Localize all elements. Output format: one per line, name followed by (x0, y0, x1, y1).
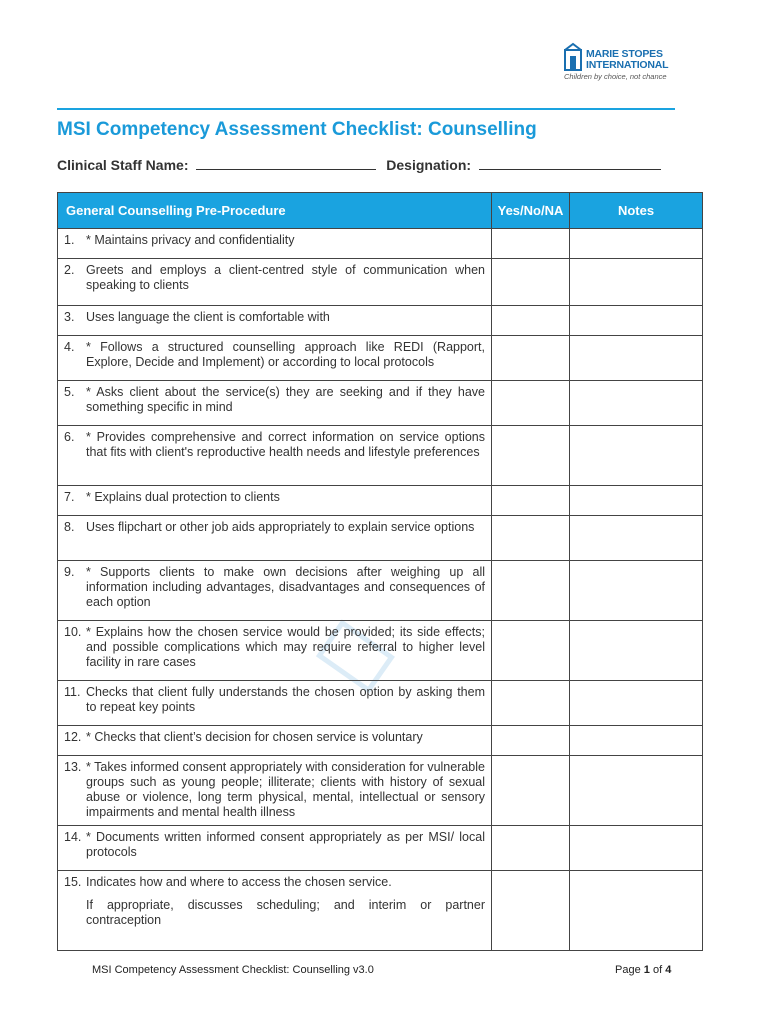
item-number: 1. (64, 233, 75, 247)
item-text: * Documents written informed consent appropriately as per MSI/ local protocols (86, 830, 485, 859)
table-row (58, 871, 703, 951)
checklist-item (58, 826, 492, 871)
item-text: * Maintains privacy and confidentiality (86, 233, 295, 247)
table-row (58, 229, 703, 259)
notes-cell[interactable] (570, 826, 703, 871)
brand-logo (564, 42, 672, 82)
table-row (58, 726, 703, 756)
staff-name-label: Clinical Staff Name: (57, 157, 189, 173)
yes-no-na-cell[interactable] (492, 426, 570, 486)
checklist-item (58, 561, 492, 621)
item-text: * Takes informed consent appropriately with consideration for vulnerable groups such as young people; illiterate; clients with history of sexual abuse or violence, long term physical, mental, intellectual or sensory impairments and mental health illness (86, 760, 485, 819)
item-number: 8. (64, 520, 75, 534)
table-row (58, 826, 703, 871)
item-text: Uses language the client is comfortable with (86, 310, 330, 324)
item-text: * Checks that client’s decision for chosen service is voluntary (86, 730, 423, 744)
table-row (58, 336, 703, 381)
yes-no-na-cell[interactable] (492, 621, 570, 681)
table-row (58, 259, 703, 306)
checklist-item (58, 871, 492, 951)
page-current: 1 (643, 964, 650, 976)
notes-cell[interactable] (570, 756, 703, 826)
checklist-item (58, 426, 492, 486)
checklist-item (58, 681, 492, 726)
yes-no-na-cell[interactable] (492, 259, 570, 306)
notes-cell[interactable] (570, 306, 703, 336)
table-row (58, 561, 703, 621)
notes-cell[interactable] (570, 229, 703, 259)
notes-cell[interactable] (570, 486, 703, 516)
item-text: Checks that client fully understands the chosen option by asking them to repeat key points (86, 685, 485, 714)
item-number: 2. (64, 263, 75, 277)
item-subtext: If appropriate, discusses scheduling; and interim or partner contraception (86, 898, 485, 927)
item-text: Greets and employs a client-centred style of communication when speaking to clients (86, 263, 485, 292)
staff-line (57, 157, 661, 173)
item-number: 13. (64, 760, 82, 774)
yes-no-na-cell[interactable] (492, 516, 570, 561)
yes-no-na-cell[interactable] (492, 871, 570, 951)
brand-name-line2: INTERNATIONAL (586, 59, 669, 71)
table-header-row (58, 193, 703, 229)
item-text: * Explains how the chosen service would be provided; its side effects; and possible complications which may require referral to higher level facility in rare cases (86, 625, 485, 669)
notes-cell[interactable] (570, 871, 703, 951)
item-text: Indicates how and where to access the chosen service. (86, 875, 392, 889)
table-row (58, 516, 703, 561)
page-title: MSI Competency Assessment Checklist: Counselling (57, 119, 537, 140)
header-notes: Notes (570, 193, 703, 229)
notes-cell[interactable] (570, 621, 703, 681)
header-section: General Counselling Pre-Procedure (58, 193, 492, 229)
item-number: 3. (64, 310, 75, 324)
item-number: 11. (64, 685, 81, 699)
brand-name-line1: MARIE STOPES (586, 48, 663, 60)
checklist-item (58, 381, 492, 426)
item-number: 7. (64, 490, 75, 504)
table-row (58, 306, 703, 336)
item-number: 6. (64, 430, 75, 444)
notes-cell[interactable] (570, 681, 703, 726)
item-text: * Provides comprehensive and correct information on service options that fits with client's reproductive health needs and lifestyle preferences (86, 430, 485, 459)
item-number: 5. (64, 385, 75, 399)
item-text: Uses flipchart or other job aids appropriately to explain service options (86, 520, 475, 534)
yes-no-na-cell[interactable] (492, 229, 570, 259)
notes-cell[interactable] (570, 259, 703, 306)
item-text: * Explains dual protection to clients (86, 490, 280, 504)
checklist-item (58, 336, 492, 381)
yes-no-na-cell[interactable] (492, 306, 570, 336)
yes-no-na-cell[interactable] (492, 381, 570, 426)
table-row (58, 486, 703, 516)
yes-no-na-cell[interactable] (492, 561, 570, 621)
notes-cell[interactable] (570, 561, 703, 621)
table-row (58, 381, 703, 426)
table-row (58, 426, 703, 486)
header-rule (57, 108, 675, 110)
header-yes-no-na: Yes/No/NA (492, 193, 570, 229)
checklist-item (58, 486, 492, 516)
table-row (58, 621, 703, 681)
checklist-item (58, 756, 492, 826)
checklist-table (57, 192, 703, 951)
checklist-item (58, 726, 492, 756)
yes-no-na-cell[interactable] (492, 726, 570, 756)
checklist-item (58, 259, 492, 306)
page-total: 4 (665, 964, 672, 976)
item-number: 4. (64, 340, 75, 354)
checklist-item (58, 621, 492, 681)
page-label: Page (615, 964, 641, 976)
checklist-item (58, 229, 492, 259)
page-of: of (652, 964, 663, 976)
yes-no-na-cell[interactable] (492, 826, 570, 871)
yes-no-na-cell[interactable] (492, 756, 570, 826)
notes-cell[interactable] (570, 726, 703, 756)
item-text: * Follows a structured counselling approach like REDI (Rapport, Explore, Decide and Implement) or according to local protocols (86, 340, 485, 369)
item-text: * Supports clients to make own decisions after weighing up all information including advantages, disadvantages and consequences of each option (86, 565, 485, 609)
yes-no-na-cell[interactable] (492, 681, 570, 726)
building-icon (564, 42, 582, 72)
notes-cell[interactable] (570, 336, 703, 381)
item-number: 14. (64, 830, 82, 844)
table-row (58, 681, 703, 726)
checklist-item (58, 516, 492, 561)
table-row (58, 756, 703, 826)
brand-tagline: Children by choice, not chance (564, 72, 667, 81)
staff-name-field[interactable] (196, 157, 376, 170)
notes-cell[interactable] (570, 381, 703, 426)
notes-cell[interactable] (570, 516, 703, 561)
yes-no-na-cell[interactable] (492, 336, 570, 381)
footer-page-number (615, 964, 671, 976)
item-number: 9. (64, 565, 75, 579)
footer-doc-name: MSI Competency Assessment Checklist: Counselling v3.0 (92, 964, 374, 976)
item-number: 15. (64, 875, 82, 889)
yes-no-na-cell[interactable] (492, 486, 570, 516)
designation-field[interactable] (479, 157, 661, 170)
item-text: * Asks client about the service(s) they are seeking and if they have something specific in mind (86, 385, 485, 414)
item-number: 10. (64, 625, 82, 639)
notes-cell[interactable] (570, 426, 703, 486)
item-number: 12. (64, 730, 82, 744)
designation-label: Designation: (386, 157, 472, 173)
checklist-item (58, 306, 492, 336)
